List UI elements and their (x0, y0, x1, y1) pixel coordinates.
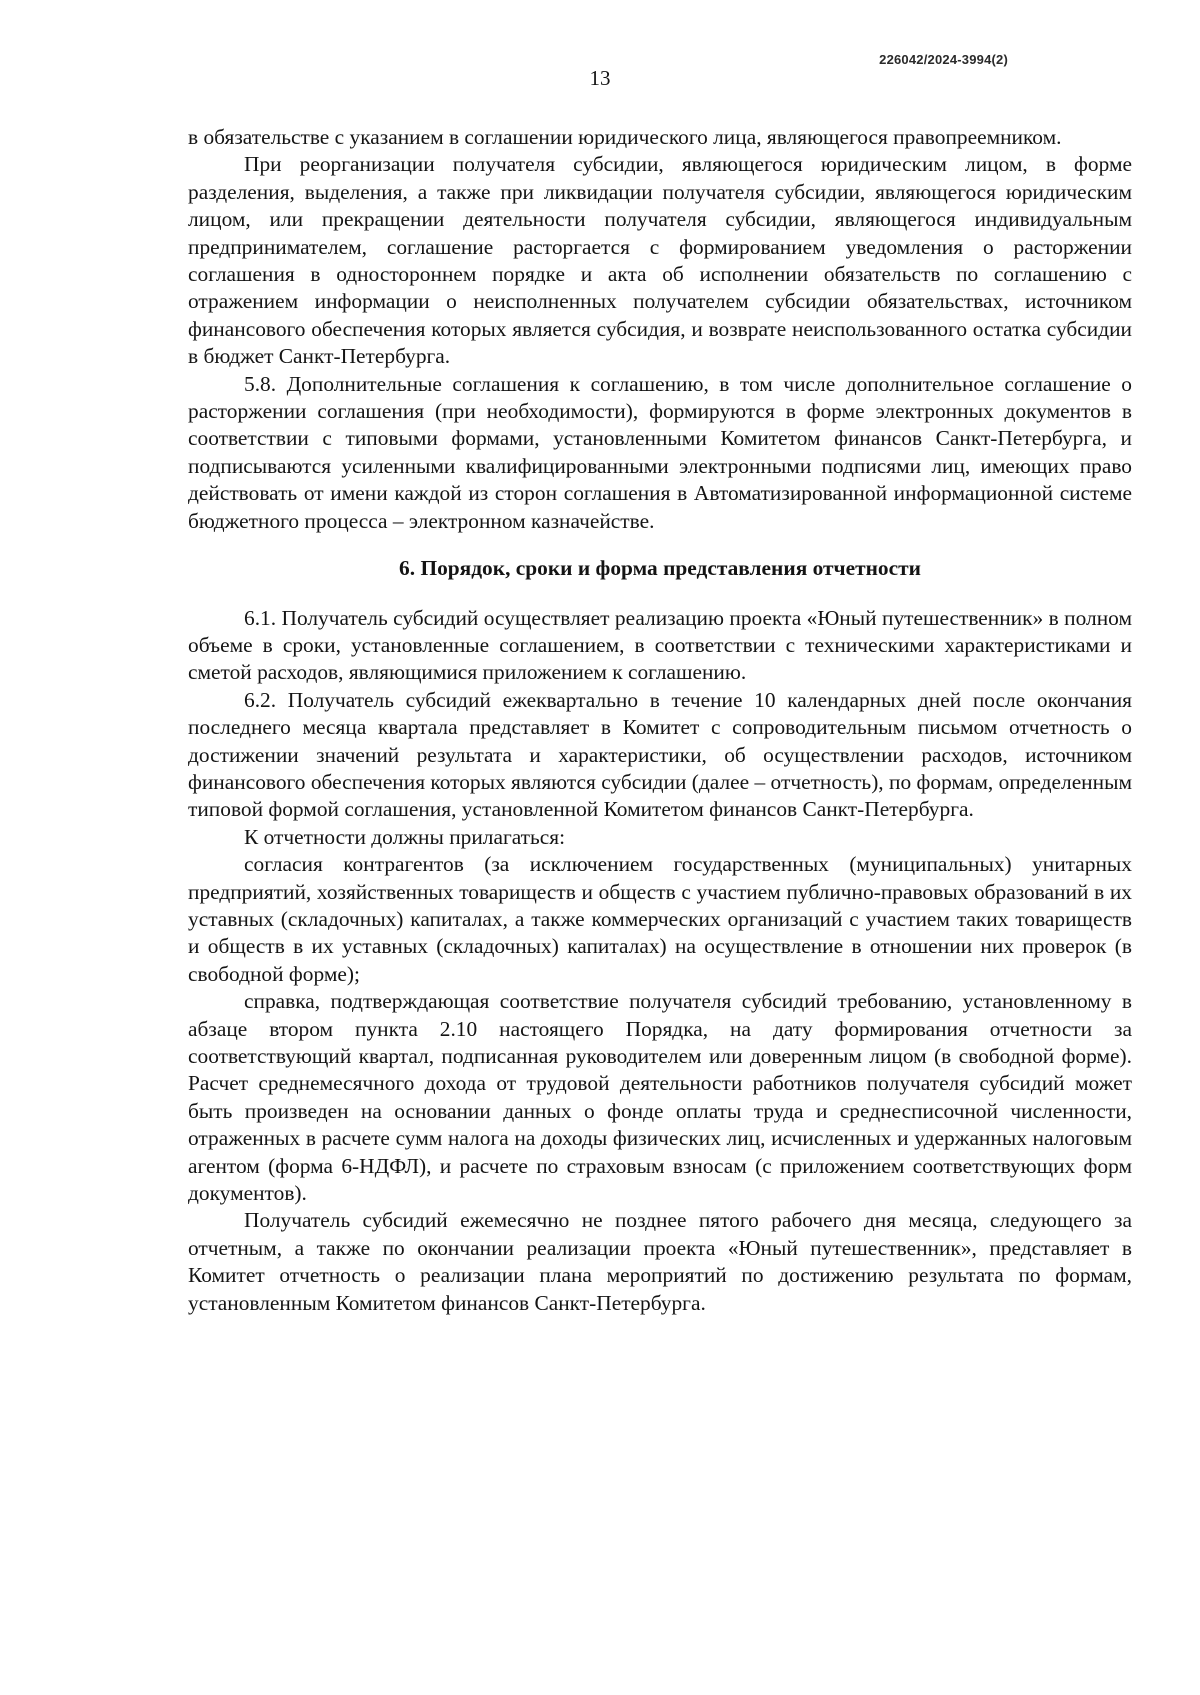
document-body (188, 124, 1132, 1317)
paragraph-5-8: 5.8. Дополнительные соглашения к соглашению, в том числе дополнительное соглашение о расторжении соглашения (при необходимости), формируются в форме электронных документов в соответствии с типовыми формами, установленными Комитетом финансов Санкт-Петербурга, и подписываются усиленными квалифицированными электронными подписями лиц, имеющих право действовать от имени каждой из сторон соглашения в Автоматизированной информационной системе бюджетного процесса – электронном казначействе. (188, 371, 1132, 533)
paragraph-monthly-report: Получатель субсидий ежемесячно не позднее пятого рабочего дня месяца, следующего за отчетным, а также по окончании реализации проекта «Юный путешественник», представляет в Комитет отчетность о реализации плана мероприятий по достижению результата по формам, установленным Комитетом финансов Санкт-Петербурга. (188, 1208, 1132, 1315)
section-heading: 6. Порядок, сроки и форма представления отчетности (399, 556, 921, 581)
paragraph-6-1: 6.1. Получатель субсидий осуществляет реализацию проекта «Юный путешественник» в полном объеме в сроки, установленные соглашением, в соответствии с техническими характеристиками и сметой расходов, являющимися приложением к соглашению. (188, 605, 1132, 685)
paragraph-contractor-consents: согласия контрагентов (за исключением государственных (муниципальных) унитарных предприятий, хозяйственных товариществ и обществ с участием публично-правовых образований в их уставных (складочных) капиталах, а также коммерческих организаций с участием таких товариществ и обществ в их уставных (складочных) капиталах) на осуществление в отношении них проверок (в свободной форме); (188, 852, 1132, 986)
paragraph-6-2: 6.2. Получатель субсидий ежеквартально в течение 10 календарных дней после окончания последнего месяца квартала представляет в Комитет с сопроводительным письмом отчетность о достижении значений результата и характеристики, об осуществлении расходов, источником финансового обеспечения которых являются субсидии (далее – отчетность), по формам, определенным типовой формой соглашения, установленной Комитетом финансов Санкт-Петербурга. (188, 687, 1132, 822)
paragraph-continuation: в обязательстве с указанием в соглашении юридического лица, являющегося правопреемником. (188, 125, 1062, 149)
paragraph-certificate: справка, подтверждающая соответствие получателя субсидий требованию, установленному в абзаце втором пункта 2.10 настоящего Порядка, на дату формирования отчетности за соответствующий квартал, подписанная руководителем или доверенным лицом (в свободной форме). Расчет среднемесячного дохода от трудовой деятельности работников получателя субсидий может быть произведен на основании данных о фонде оплаты труда и среднесписочной численности, отраженных в расчете сумм налога на доходы физических лиц, исчисленных и удержанных налоговым агентом (форма 6-НДФЛ), и расчете по страховым взносам (с приложением соответствующих форм документов). (188, 989, 1132, 1206)
page-number: 13 (589, 66, 611, 90)
paragraph-reorganization: При реорганизации получателя субсидии, являющегося юридическим лицом, в форме разделения, выделения, а также при ликвидации получателя субсидии, являющегося юридическим лицом, или прекращении деятельности получателя субсидии, являющегося индивидуальным предпринимателем, соглашение расторгается с формированием уведомления о расторжении соглашения в одностороннем порядке и акта об исполнении обязательств по соглашению с отражением информации о неисполненных получателем субсидии обязательствах, источником финансового обеспечения которых является субсидия, и возврате неиспользованного остатка субсидии в бюджет Санкт-Петербурга. (188, 152, 1132, 369)
document-id: 226042/2024-3994(2) (879, 52, 1008, 67)
paragraph-attachments-intro: К отчетности должны прилагаться: (244, 824, 566, 849)
